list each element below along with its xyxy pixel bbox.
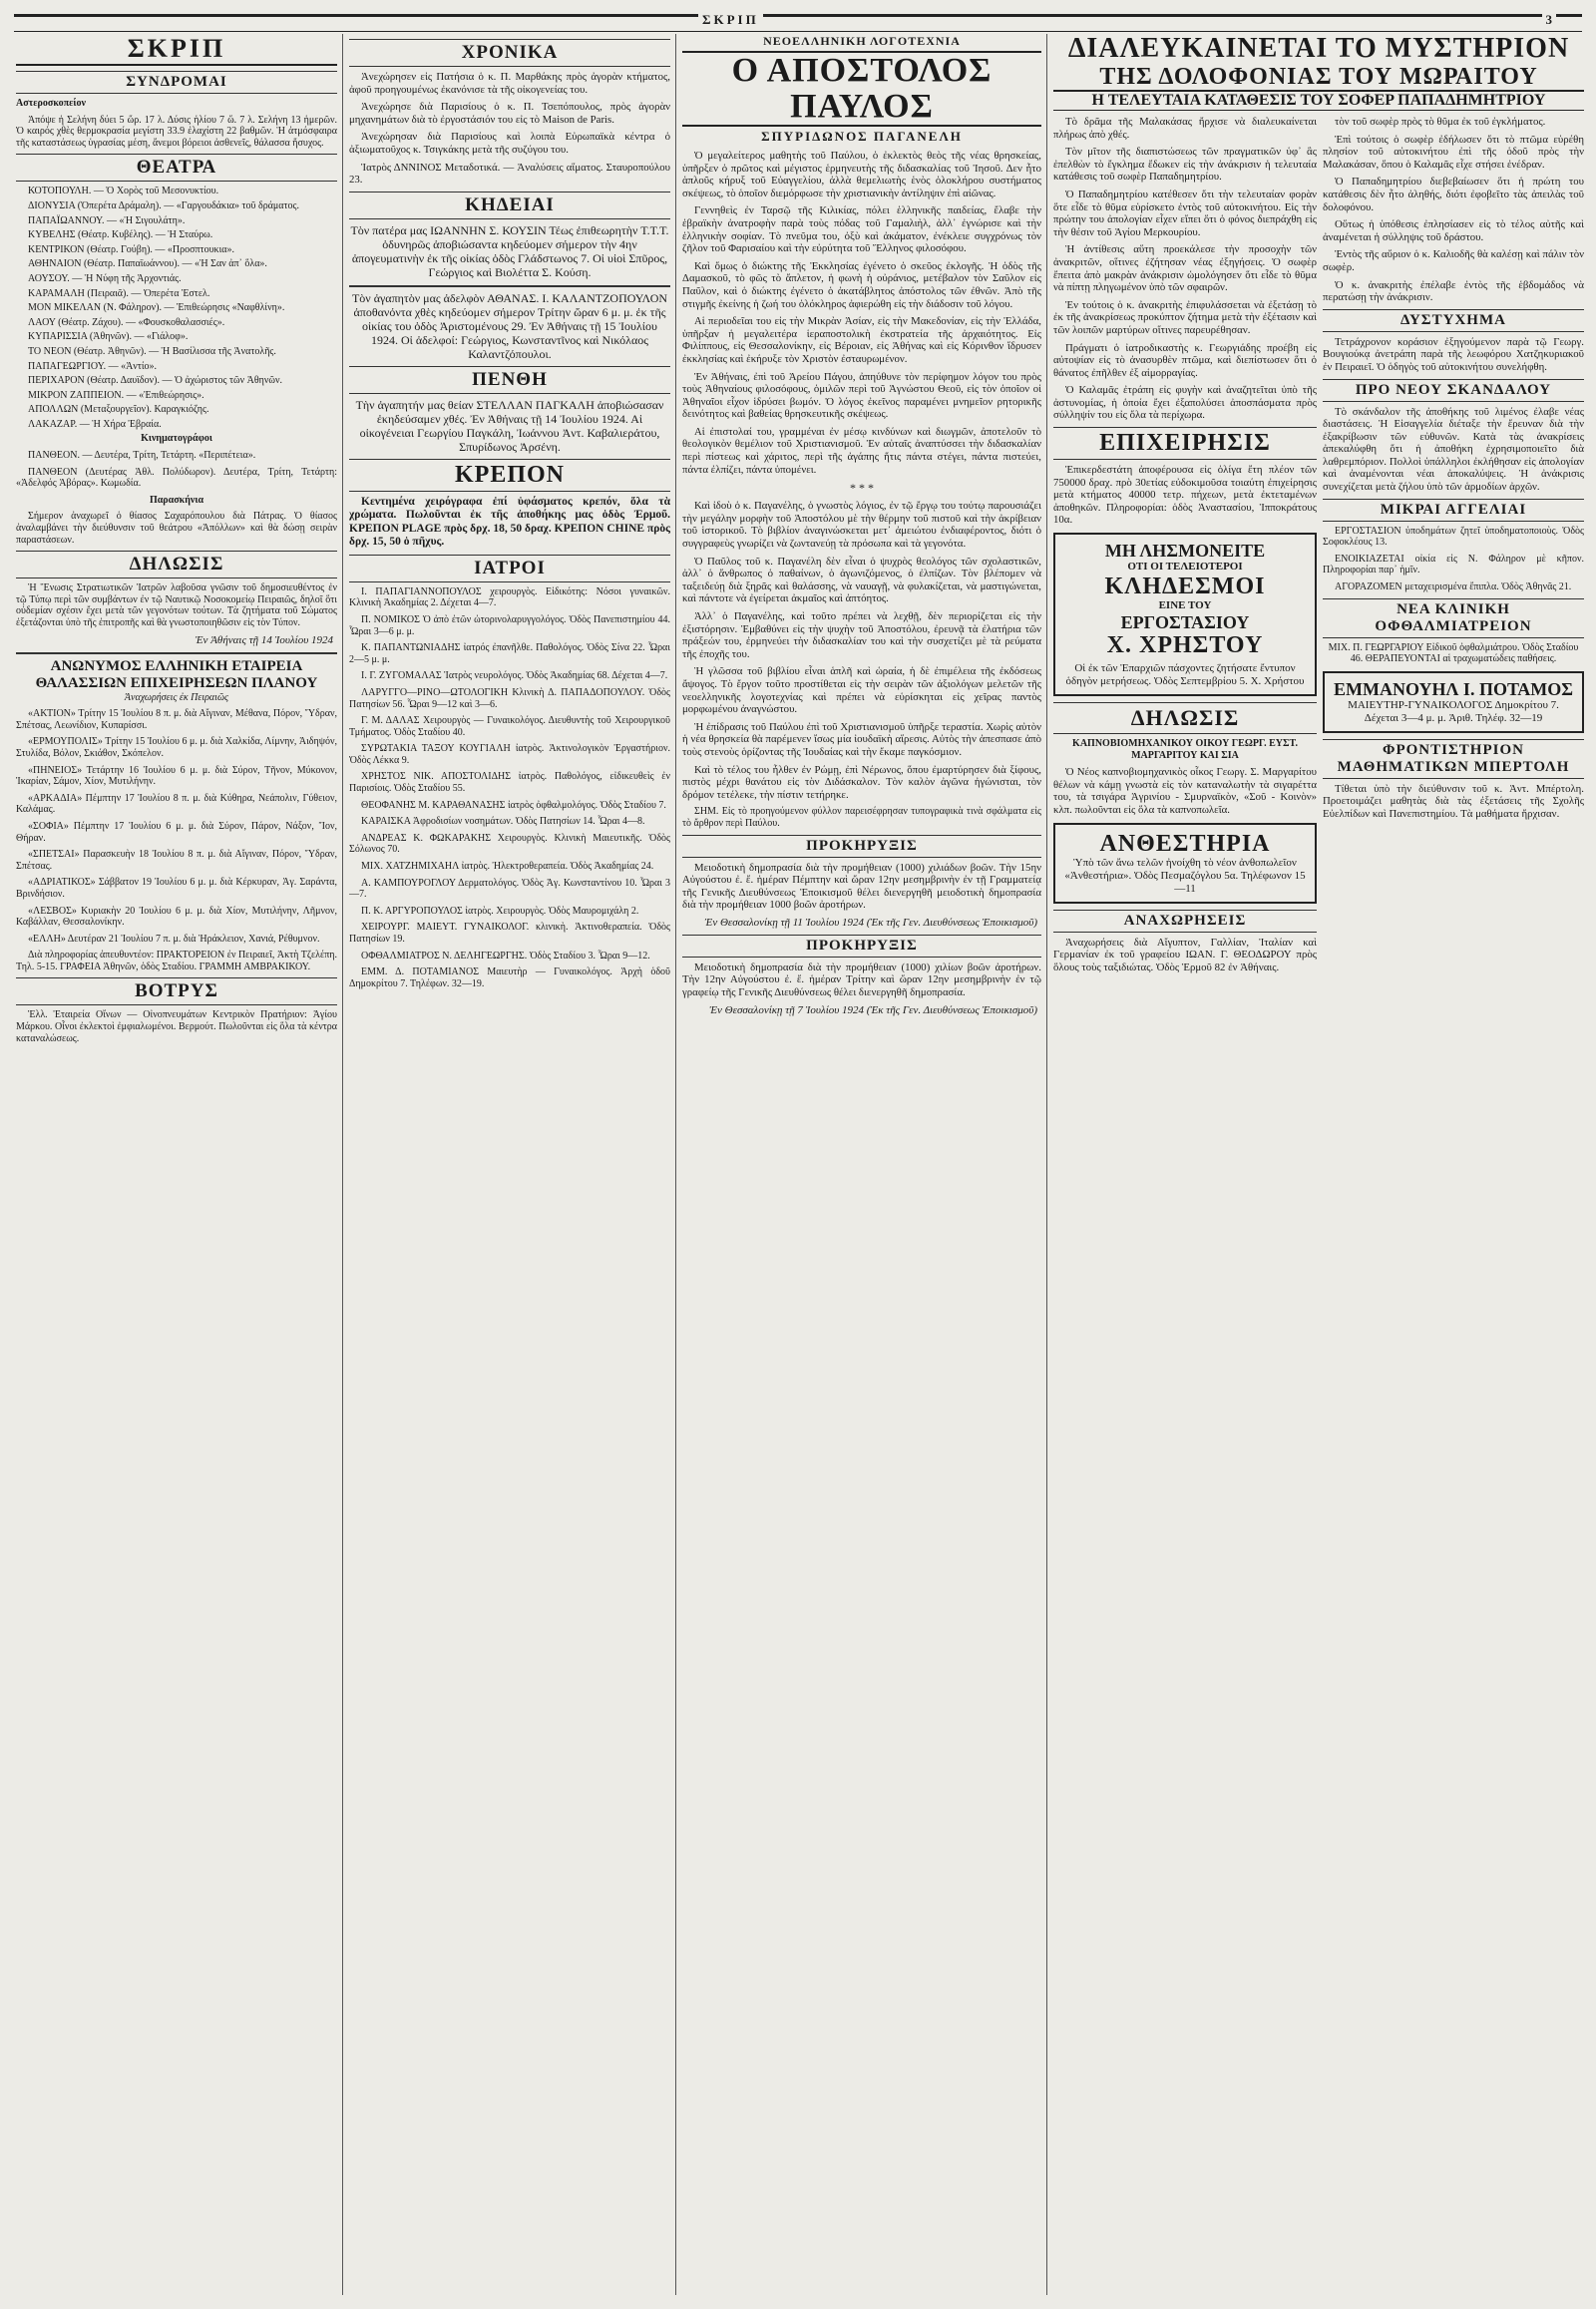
- proclamation-text: Μειοδοτικὴ δημοπρασία διὰ τὴν προμήθειαν (1000) χιλίων βοῶν ἀροτήρων. Τὴν 12ην Αὐγούστου ἐ. ἔ. ἡμέραν Τρίτην καὶ ὥραν 12ην μεσημβρινὴν ἐν τῷ γραφείῳ τῆς Γενικῆς Διευθύνσεως θέλει διενεργηθῆ δημοπρασία.: [682, 961, 1041, 999]
- eye-clinic-heading: ΝΕΑ ΚΛΙΝΙΚΗ ΟΦΘΑΛΜΙΑΤΡΕΙΟΝ: [1323, 598, 1584, 638]
- flower-shop-advertisement: [1053, 823, 1317, 904]
- list-item: Ἀνεχώρησαν διὰ Παρισίους καὶ λοιπὰ Εὐρωπαϊκὰ κέντρα ὁ ἀξιωματοῦχος κ. Τσιγκάκης μετὰ τῆς συζύγου του.: [349, 131, 670, 156]
- enterprise-text: Ἐπικερδεστάτη ἀποφέρουσα εἰς ὀλίγα ἔτη πλέον τῶν 750000 δραχ. πρὸ 30ετίας εὐδοκιμοῦσα τοιαύτη ἐπιχείρησις μετὰ κτήματος 40000 τετρ. πήχεων, μετὰ ἐκτεταμένων ἀποθηκῶν. Πληροφορίαι: ὁδὸς Ἀναστασίου, Ἱπποκράτους 10α.: [1053, 464, 1317, 527]
- list-item: ΜΙΧ. ΧΑΤΖΗΜΙΧΑΗΛ ἰατρὸς. Ἠλεκτροθεραπεία. Ὁδὸς Ἀκαδημίας 24.: [361, 861, 654, 873]
- article-paragraph: Ἐν Ἀθήναις, ἐπὶ τοῦ Ἀρείου Πάγου, ἀπηύθυνε τὸν περίφημον λόγον του πρὸς τοὺς Ἀθηναίους φιλοσόφους, ὁμιλῶν περὶ τοῦ Ἀγνώστου Θεοῦ, εἰς τὸν ὁποῖον οἱ Ἀθηναῖοι εἶχον ἱδρύσει βωμόν. Ὁ λόγος ἐκεῖνος παραμένει μνημεῖον ρητορικῆς δεινότητος καὶ βαθείας θρησκευτικῆς σκέψεως.: [682, 370, 1041, 421]
- ad-line: ΜΑΙΕΥΤΗΡ-ΓΥΝΑΙΚΟΛΟΓΟΣ Δημοκρίτου 7. Δέχεται 3—4 μ. μ. Ἀριθ. Τηλέφ. 32—19: [1348, 698, 1559, 724]
- article-paragraph: Καὶ ἰδοὺ ὁ κ. Παγανέλης, ὁ γνωστὸς λόγιος, ἐν τῷ ἔργῳ του τούτῳ παρουσιάζει τὴν μεγάλην μορφὴν τοῦ Ἀποστόλου μὲ τὴν θέρμην τοῦ πιστοῦ καὶ τὴν ἀκρίβειαν τοῦ ἱστορικοῦ. Τὸ βιβλίον ἀναγινώσκεται μετ᾽ ἀμειώτου ἐνδιαφέροντος, διότι ὁ συγγραφεὺς γνωρίζει νὰ ζωντανεύῃ τὰ πρόσωπα καὶ τὰ γεγονότα.: [682, 500, 1041, 551]
- list-item: Ι. Γ. ΖΥΓΟΜΑΛΑΣ Ἰατρὸς νευρολόγος. Ὁδὸς Ἀκαδημίας 68. Δέχεται 4—7.: [361, 670, 668, 682]
- article-paragraph: Πράγματι ὁ ἰατροδικαστὴς κ. Γεωργιάδης προέβη εἰς αὐτοψίαν εἰς τὸ ἀνασυρθὲν πτῶμα, καὶ διεπίστωσεν ὅτι ὁ θάνατος ἐπῆλθεν ἐξ αἱμορραγίας.: [1053, 341, 1317, 379]
- list-item: ΠΕΡΙΧΑΡΟΝ (Θέατρ. Δαυϊδον). — Ὁ ἀχώριστος τῶν Ἀθηνῶν.: [28, 375, 282, 387]
- list-item: ΜΙΚΡΟΝ ΖΑΠΠΕΙΟΝ. — «Ἐπιθεώρησις».: [28, 389, 204, 401]
- article-paragraph: τὸν τοῦ σωφὲρ πρὸς τὸ θῦμα ἐκ τοῦ ἐγκλήματος.: [1335, 116, 1546, 128]
- list-item: ΛΑΚΑΖΑΡ. — Ἡ Χήρα Ἑβραία.: [28, 418, 162, 430]
- declaration-signature: Ἐν Ἀθήναις τῇ 14 Ἰουλίου 1924: [195, 633, 333, 646]
- ad-line: ΕΜΜΑΝΟΥΗΛ Ι. ΠΟΤΑΜΟΣ: [1334, 678, 1573, 699]
- list-item: ΜΟΝ ΜΙΚΕΛΑΝ (Ν. Φάληρον). — Ἐπιθεώρησις «Ναφθλίνη».: [28, 302, 285, 314]
- section-divider: * * *: [850, 481, 874, 496]
- list-item: ΚΑΡΑΙΣΚΑ Ἀφροδισίων νοσημάτων. Ὁδὸς Πατησίων 14. Ὧραι 4—8.: [361, 816, 645, 828]
- declaration-text: Ἡ Ἕνωσις Στρατιωτικῶν Ἰατρῶν λαβοῦσα γνῶσιν τοῦ δημοσιευθέντος ἐν τῷ Τύπῳ περὶ τῶν συμβάντων ἐν τῷ Ναυτικῷ Νοσοκομείῳ Πειραιῶς, δηλοῖ ὅτι οὐδεμίαν σχέσιν ἔχει μετὰ τῶν γεγονότων τούτων. Τὰ ζητήματα τοῦ Σώματος ἐξετάζονται ὑπὸ τῆς ἐπιτροπῆς καὶ θὰ γνωστοποιηθῶσιν εἰς τὸν Τύπον.: [16, 582, 337, 628]
- list-item: Α. ΚΑΜΠΟΥΡΟΓΛΟΥ Δερματολόγος. Ὁδὸς Ἀγ. Κωνσταντίνου 10. Ὧραι 3—7.: [349, 877, 670, 901]
- list-item: ΚΥΒΕΛΗΣ (Θέατρ. Κυβέλης). — Ἡ Σταύρω.: [28, 229, 213, 241]
- article-paragraph: Ἀλλ᾽ ὁ Παγανέλης, καὶ τοῦτο πρέπει νὰ λεχθῇ, δὲν περιορίζεται εἰς τὴν ἐξιστόρησιν. Ἐμβαθύνει εἰς τὴν ψυχὴν τοῦ Ἀποστόλου, ἐρευνᾷ τὰ ἐλατήρια τῶν πράξεών του, ἐρμηνεύει τὴν διδασκαλίαν του καὶ τὴν συσχετίζει μὲ τὰ ρεύματα τῆς ἐποχῆς του.: [682, 610, 1041, 660]
- list-item: ΚΑΡΑΜΑΛΗ (Πειραιᾶ). — Ὀπερέτα Ἑστελ.: [28, 287, 210, 299]
- proclamation-signature: Ἐν Θεσσαλονίκῃ τῇ 11 Ἰουλίου 1924 (Ἐκ τῆς Γεν. Διευθύνσεως Ἐποικισμοῦ): [704, 916, 1037, 929]
- list-item: ΚΟΤΟΠΟΥΛΗ. — Ὁ Χορὸς τοῦ Μεσονυκτίου.: [28, 186, 219, 197]
- enterprise-heading: ΕΠΙΧΕΙΡΗΣΙΣ: [1053, 427, 1317, 460]
- backstage-text: Σήμερον ἀναχωρεῖ ὁ θίασος Σαχαρόπουλου διὰ Πάτρας. Ὁ θίασος ἀναλαμβάνει τὴν διεύθυνσιν τοῦ θεάτρου «Ἀπόλλων» καὶ θὰ δώσῃ σειρὰν παραστάσεων.: [16, 511, 337, 546]
- ad-line: Χ. ΧΡΗΣΤΟΥ: [1106, 632, 1264, 659]
- list-item: Π. Κ. ΑΡΓΥΡΟΠΟΥΛΟΣ ἰατρὸς. Χειρουργὸς. Ὁδὸς Μαυρομιχάλη 2.: [361, 905, 639, 917]
- shipping-agent-text: Διὰ πληροφορίας ἀπευθυντέον: ΠΡΑΚΤΟΡΕΙΟΝ ἐν Πειραιεῖ, Ἀκτὴ Τζελέπη. Τηλ. 5-15. ΓΡΑΦΕΙΑ Ἀθηνῶν, ὁδὸς Σταδίου. ΓΡΑΜΜΗ ΑΜΒΡΑΚΙΚΟΥ.: [16, 950, 337, 972]
- list-item: ΛΑΟΥ (Θέατρ. Ζάχου). — «Φουσκοθαλασσιές».: [28, 316, 225, 328]
- article-paragraph: Οὕτως ἡ ὑπόθεσις ἐπλησίασεν εἰς τὸ τέλος αὐτῆς καὶ ἀναμένεται ἡ σύλληψις τοῦ δράστου.: [1323, 218, 1584, 243]
- section-rule: [349, 285, 670, 287]
- article-paragraph: Ὁ Καλαμᾶς ἐτράπη εἰς φυγὴν καὶ ἀναζητεῖται ὑπὸ τῆς ἀστυνομίας, ἡ ὁποία ἔχει ἐξαπολύσει ἀποσπάσματα πρὸς σύλληψίν του εἰς ὅλα τὰ περίχωρα.: [1053, 384, 1317, 422]
- list-item: ΟΦΘΑΛΜΙΑΤΡΟΣ Ν. ΔΕΛΗΓΕΩΡΓΗΣ. Ὁδὸς Σταδίου 3. Ὧραι 9—12.: [361, 950, 650, 962]
- page-number: 3: [1542, 12, 1557, 28]
- list-item: «ΑΚΤΙΟΝ» Τρίτην 15 Ἰουλίου 8 π. μ. διὰ Αἴγιναν, Μέθανα, Πόρον, Ὕδραν, Σπέτσας, Λεωνίδιον, Κυπαρίσσι.: [16, 708, 337, 731]
- backstage-heading: Παρασκήνια: [149, 494, 204, 506]
- list-item: Γ. Μ. ΔΑΛΑΣ Χειρουργὸς — Γυναικολόγος. Διευθυντὴς τοῦ Χειρουργικοῦ Τμήματος. Ὁδὸς Σταδίου 40.: [349, 715, 670, 738]
- list-item: Ι. ΠΑΠΑΓΙΑΝΝΟΠΟΥΛΟΣ χειρουργὸς. Εἰδικότης: Νόσοι γυναικῶν. Κλινικὴ Ἀκαδημίας 2. Δέχεται 4—7.: [349, 585, 670, 609]
- column-2: [349, 34, 670, 2295]
- article-paragraph: Ἡ ἀντίθεσις αὕτη προεκάλεσε τὴν προσοχὴν τῶν ἀνακριτῶν, οἵτινες ἐζήτησαν νέας ἐξηγήσεις. Ὁ σωφὲρ ἔπειτα ἀπὸ μακρὰν ἀνάκρισιν ὡμολόγησεν ὅτι εἶδε τὸ θῦμα νὰ πίπτῃ πληγωμένον ὑπὸ τῶν σφαιρῶν.: [1053, 243, 1317, 294]
- ad-line: ΕΡΓΟΣΤΑΣΙΟΥ: [1120, 612, 1250, 633]
- list-item: «ΠΗΝΕΙΟΣ» Τετάρτην 16 Ἰουλίου 6 μ. μ. διὰ Σύρον, Τῆνον, Μύκονον, Ἰκαρίαν, Σάμον, Χίον, Μυτιλήνην.: [16, 764, 337, 788]
- list-item: ΛΑΡΥΓΓΟ—ΡΙΝΟ—ΩΤΟΛΟΓΙΚΗ Κλινικὴ Δ. ΠΑΠΑΔΟΠΟΥΛΟΥ. Ὁδὸς Πατησίων 56. Ὧραι 9—12 καὶ 3—6.: [349, 686, 670, 710]
- obstetrician-advertisement: [1323, 671, 1584, 733]
- ad-line: ΑΝΘΕΣΤΗΡΙΑ: [1099, 830, 1271, 857]
- eye-clinic-text: ΜΙΧ. Π. ΓΕΩΡΓΑΡΙΟΥ Εἰδικοῦ ὀφθαλμιάτρου. Ὁδὸς Σταδίου 46. ΘΕΡΑΠΕΥΟΝΤΑΙ αἱ τραχωματώδεις παθήσεις.: [1328, 641, 1579, 665]
- theatres-list: [16, 186, 337, 430]
- weather-text: Ἀπόψε ἡ Σελήνη δύει 5 ὥρ. 17 λ. Δύσις ἡλίου 7 ὥ. 7 λ. Σελήνη 13 ἡμερῶν. Ὁ καιρός χθὲς θερμοκρασία μεγίστη 33.9 ἐλαχίστη 22 βαθμῶν. Ἡ ἀτμόσφαιρα τῆς καταστάσεως ὑγρασίας μέση, ἄνεμοι βόρειοι ἀσθενεῖς, θάλασσα ἥσυχος.: [16, 114, 337, 149]
- proclamation-heading: ΠΡΟΚΗΡΥΞΙΣ: [682, 935, 1041, 958]
- list-item: ΑΠΟΛΛΩΝ (Μεταξουργεῖον). Καραγκιόζης.: [28, 404, 209, 416]
- krepon-heading: ΚΡΕΠΟΝ: [349, 459, 670, 492]
- list-item: «ΕΡΜΟΥΠΟΛΙΣ» Τρίτην 15 Ἰουλίου 6 μ. μ. διὰ Χαλκίδα, Λίμνην, Ἀιδηψόν, Στυλίδα, Βόλον, Σκιάθον, Σκόπελον.: [16, 736, 337, 759]
- list-item: ΣΥΡΩΤΑΚΙΑ ΤΑΞΟΥ ΚΟΥΓΙΑΛΗ ἰατρὸς. Ἀκτινολογικὸν Ἐργαστήριον. Ὁδὸς Λέκκα 9.: [349, 743, 670, 766]
- proclamation-signature: Ἐν Θεσσαλονίκῃ τῇ 7 Ἰουλίου 1924 (Ἐκ τῆς Γεν. Διευθύνσεως Ἐποικισμοῦ): [709, 1003, 1037, 1016]
- article-paragraph: Ὁ κ. ἀνακριτὴς ἐπέλαβε ἐντὸς τῆς ἑβδομάδος νὰ περατώσῃ τὴν ἀνάκρισιν.: [1323, 278, 1584, 304]
- list-item: ΠΑΝΘΕΟΝ (Δευτέρας Ἀθλ. Πολύδωρον). Δευτέρα, Τρίτη, Τετάρτη: «Ἀδελφός Ἀβόρας». Κωμωδία.: [16, 466, 337, 490]
- article-paragraph: Τὸ δρᾶμα τῆς Μαλακάσας ἤρχισε νὰ διαλευκαίνεται πλήρως ἀπὸ χθές.: [1053, 116, 1317, 141]
- list-item: «ΛΕΣΒΟΣ» Κυριακὴν 20 Ἰουλίου 6 μ. μ. διὰ Χίον, Μυτιλήνην, Λῆμνον, Καβάλλαν, Θεσσαλονίκην.: [16, 905, 337, 929]
- article-paragraph: Ἡ γλῶσσα τοῦ βιβλίου εἶναι ἁπλῆ καὶ ὡραία, ἡ δὲ ἐπιμέλεια τῆς ἐκδόσεως ἄψογος. Τὸ ἔργον τοῦτο προστίθεται εἰς τὴν σειρὰν τῶν ἀξιολόγων μελετῶν τῆς νεοελληνικῆς λογοτεχνίας καὶ πρέπει νὰ εὑρίσκηται εἰς χεῖρας παντὸς μορφωμένου ἀναγνώστου.: [682, 665, 1041, 716]
- column-5: [1323, 116, 1584, 978]
- article-paragraph: Ἐντὸς τῆς αὔριον ὁ κ. Καλιοδῆς θὰ καλέσῃ καὶ πάλιν τὸν σωφὲρ.: [1323, 248, 1584, 273]
- editor-note: ΣΗΜ. Εἰς τὸ προηγούμενον φύλλον παρεισέφρησαν τυπογραφικὰ τινὰ σφάλματα εἰς τὸ ἄρθρον περὶ Παύλου.: [682, 806, 1041, 829]
- column-3: [682, 34, 1041, 2295]
- scandal-heading: ΠΡΟ ΝΕΟΥ ΣΚΑΝΔΑΛΟΥ: [1323, 379, 1584, 402]
- list-item: ΕΡΓΟΣΤΑΣΙΟΝ ὑποδημάτων ζητεῖ ὑποδηματοποιοὺς. Ὁδὸς Σοφοκλέους 13.: [1323, 525, 1584, 549]
- article-paragraph: Ὁ μεγαλείτερος μαθητὴς τοῦ Παύλου, ὁ ἐκλεκτὸς θεὸς τῆς νέας θρησκείας, ὑπῆρξεν ὁ πρῶτος καὶ μέγιστος ἑρμηνευτὴς τῆς διδασκαλίας τοῦ Ἰησοῦ. Δεν ἦτο ἁπλοῦς κήρυξ τοῦ Εὐαγγελίου, ἀλλὰ θεμελιωτὴς ἑνὸς ὁλοκλήρου συστήματος σκέψεως, τὸ ὁποῖον διεμόρφωσε τὴν χριστιανικὴν ἀντίληψιν ἐπὶ αἰῶνας.: [682, 150, 1041, 199]
- list-item: ΕΝΟΙΚΙΑΖΕΤΑΙ οἰκία εἰς Ν. Φάληρον μὲ κῆπον. Πληροφορίαι παρ᾽ ἡμῖν.: [1323, 553, 1584, 577]
- list-item: «ΣΠΕΤΣΑΙ» Παρασκευὴν 18 Ἰουλίου 8 π. μ. διὰ Αἴγιναν, Πόρον, Ὕδραν, Σπέτσας.: [16, 849, 337, 872]
- proclamation-text: Μειοδοτικὴ δημοπρασία διὰ τὴν προμήθειαν (1000) χιλιάδων βοῶν. Τὴν 15ην Αὐγούστου ἐ. ἔ. ἡμέραν Πέμπτην καὶ ὥραν 12ην μεσημβρινὴν ἐν τῇ Γραμματείᾳ τῆς Γενικῆς Διευθύνσεως Ἐποικισμοῦ θέλει διενεργηθῆ μειοδοτικὴ δημοπρασία διὰ τὴν προμήθειαν 1000 βοῶν ἀροτήρων.: [682, 861, 1041, 912]
- tutoring-heading: ΦΡΟΝΤΙΣΤΗΡΙΟΝ ΜΑΘΗΜΑΤΙΚΩΝ ΜΠΕΡΤΟΛΗ: [1323, 739, 1584, 779]
- cinema-heading: Κινηματογράφοι: [141, 433, 212, 445]
- column-1: [16, 34, 337, 2295]
- krepon-text: Κεντημένα χειρόγραφα ἐπί ὑφάσματος κρεπόν, ὅλα τὰ χρώματα. Πωλοῦνται ἐκ τῆς ἀποθήκης μας ὁδὸς Ἐρμοῦ. ΚΡΕΠΟΝ PLAGE πρὸς δρχ. 18, 50 δραχ. ΚΡΕΠΟΝ CHINE πρὸς δρχ. 15, 50 ὁ πῆχυς.: [349, 495, 670, 549]
- classifieds-heading: ΜΙΚΡΑΙ ΑΓΓΕΛΙΑΙ: [1323, 499, 1584, 522]
- list-item: ΧΕΙΡΟΥΡΓ. ΜΑΙΕΥΤ. ΓΥΝΑΙΚΟΛΟΓ. κλινικὴ. Ἀκτινοθεραπεία. Ὁδὸς Πατησίων 19.: [349, 922, 670, 945]
- article-paragraph: Ἐν τούτοις ὁ κ. ἀνακριτὴς ἐπιφυλάσσεται νὰ ἐξετάσῃ τὸ ἐκ τῆς ἀνακρίσεως προκύπτον ζήτημα μετὰ τὴν ἐξέτασιν καὶ τῶν λοιπῶν μαρτύρων οἵτινες παρευρέθησαν.: [1053, 298, 1317, 336]
- list-item: ΤΟ ΝΕΟΝ (Θέατρ. Ἀθηνῶν). — Ἡ Βασίλισσα τῆς Ἀνατολῆς.: [28, 345, 276, 357]
- list-item: ΠΑΠΑΓΕΩΡΓΙΟΥ. — «Ἀντίο».: [28, 360, 158, 372]
- list-item: ΑΓΟΡΑΖΟΜΕΝ μεταχειρισμένα ἔπιπλα. Ὁδὸς Ἀθηνᾶς 21.: [1335, 581, 1572, 593]
- tobacco-declaration-heading: ΔΗΛΩΣΙΣ: [1053, 702, 1317, 734]
- article-paragraph: Ὁ Παπαδημητρίου κατέθεσεν ὅτι τὴν τελευταίαν φορὰν ὅτε εἶδε τὸ θῦμα εὑρίσκετο ἐντὸς τοῦ αὐτοκινήτου. Εἰς τὴν πρώτην του ἀπολογίαν εἶχεν εἴπει ὅτι ὁ φόνος διεπράχθη εἰς τὴν θέσιν τοῦ Ἁγίου Μερκουρίου.: [1053, 188, 1317, 238]
- article-paragraph: Ὁ Παπαδημητρίου διεβεβαίωσεν ὅτι ἡ πρώτη του κατάθεσις δὲν ἦτο ἀληθής, διότι ἐφοβεῖτο τὰς ἀπειλὰς τοῦ δολοφόνου.: [1323, 176, 1584, 213]
- masthead-rule: [14, 14, 1582, 32]
- funeral-notice-1: Τὸν πατέρα μας ΙΩΑΝΝΗΝ Σ. ΚΟΥΣΙΝ Τέως ἐπιθεωρητὴν Τ.Τ.Τ. ὁδυνηρῶς ἀποβιώσαντα κηδεύομεν σήμερον τὴν 4ην ἀπογευματινὴν ἐκ τῆς οἰκίας ὁδὸς Γλάδστωνος 7. Οἱ υἱοὶ Σπῦρος, Γεώργιος καὶ Βιολέττα Σ. Κούση.: [350, 222, 669, 279]
- mourning-heading: ΠΕΝΘΗ: [349, 366, 670, 394]
- accident-heading: ΔΥΣΤΥΧΗΜΑ: [1323, 309, 1584, 332]
- headline-banner: ΤΗΣ ΔΟΛΟΦΟΝΙΑΣ ΤΟΥ ΜΩΡΑΙΤΟΥ: [1053, 64, 1584, 92]
- list-item: ΠΑΠΑΪΩΑΝΝΟΥ. — «Ἡ Σιγουλάτη».: [28, 214, 186, 226]
- article-paragraph: Ἡ ἐπίδρασις τοῦ Παύλου ἐπὶ τοῦ Χριστιανισμοῦ ὑπῆρξε τεραστία. Χωρὶς αὐτὸν ἡ νέα θρησκεία θὰ παρέμενεν ἴσως μία ἰουδαϊκὴ αἵρεσις. Αὐτὸς τὴν ἀπεσπασε ἀπὸ τοὺς στενοὺς ὁρίζοντας τῆς Ἰουδαίας καὶ τὴν ἔκαμε παγκόσμιον.: [682, 720, 1041, 758]
- funerals-heading: ΚΗΔΕΙΑΙ: [349, 192, 670, 219]
- article-paragraph: Αἱ περιοδεῖαι του εἰς τὴν Μικρὰν Ἀσίαν, εἰς τὴν Μακεδονίαν, εἰς τὴν Ἑλλάδα, ὑπῆρξαν ἡ μεγαλειτέρα ἱεραποστολικὴ ἐκστρατεία τῆς ἀρχαιότητος. Εἰς Φιλίππους, εἰς Θεσσαλονίκην, εἰς Βέροιαν, εἰς Ἀθήνας καὶ εἰς Κόρινθον ἵδρυσεν ἐκκλησίας καὶ ἐκήρυξε τὸν Χριστὸν ἐσταυρωμένον.: [682, 315, 1041, 365]
- list-item: «ΣΟΦΙΑ» Πέμπτην 17 Ἰουλίου 6 μ. μ. διὰ Σύρον, Πάρον, Νάξον, Ἴον, Θήραν.: [16, 820, 337, 844]
- article-paragraph: Αἱ ἐπιστολαί του, γραμμέναι ἐν μέσῳ κινδύνων καὶ διωγμῶν, ἀποτελοῦν τὸ θεολογικὸν θεμέλιον τοῦ Χριστιανισμοῦ. Ἐν αὐταῖς ἀναπτύσσει τὴν διδασκαλίαν περὶ πίστεως καὶ χάριτος, περὶ τῆς ἀγάπης ἥτις πάντα στέγει, πάντα πιστεύει, πάντα ἐλπίζει, πάντα ὑπομένει.: [682, 425, 1041, 476]
- tobacco-subheading: ΚΑΠΝΟΒΙΟΜΗΧΑΝΙΚΟΥ ΟΙΚΟΥ ΓΕΩΡΓ. ΕΥΣΤ. ΜΑΡΓΑΡΙΤΟΥ ΚΑΙ ΣΙΑ: [1072, 738, 1298, 761]
- subscriptions-heading: ΣΥΝΔΡΟΜΑΙ: [16, 71, 337, 94]
- article-paragraph: Ὁ Παῦλος τοῦ κ. Παγανέλη δὲν εἶναι ὁ ψυχρὸς θεολόγος τῶν σχολαστικῶν, ἀλλ᾽ ὁ ἄνθρωπος ὁ παθαίνων, ὁ ἀγωνιζόμενος, ὁ ἐλπίζων. Τὸν βλέπομεν νὰ ταξειδεύῃ διὰ ξηρᾶς καὶ θαλάσσης, νὰ ναυαγῇ, νὰ φυλακίζεται, νὰ μαστιγώνεται, καὶ πάντοτε νὰ ἐγείρεται ἀκμαῖος καὶ ἀπτόητος.: [682, 555, 1041, 605]
- two-column-body: [1053, 116, 1584, 978]
- headline-banner: ΔΙΑΛΕΥΚΑΙΝΕΤΑΙ ΤΟ ΜΥΣΤΗΡΙΟΝ: [1067, 34, 1570, 64]
- scandal-text: Τὸ σκάνδαλον τῆς ἀποθήκης τοῦ λιμένος ἐλαβε νέας διαστάσεις. Ἡ Εἰσαγγελία διέταξε τὴν ἔρευναν διὰ τὴν ἐξακρίβωσιν τῶν εὐθυνῶν. Κατὰ τὰς ἀνακρίσεις ἀπεκαλύφθη ὅτι ἡ ἀποθήκη ἐχρησιμοποιεῖτο διὰ λαθρεμπόριον. Πολλοὶ ὑπάλληλοι ἐκλήθησαν εἰς ἀπολογίαν καὶ ἀναμένονται νέαι ἀποκαλύψεις. Ἡ ἀνάκρισις συνεχίζεται μετὰ ζήλου ὑπὸ τῶν ἁρμοδίων ἀρχῶν.: [1323, 405, 1584, 494]
- proclamation-heading: ΠΡΟΚΗΡΥΞΙΣ: [682, 835, 1041, 858]
- shipping-company-heading: ΑΝΩΝΥΜΟΣ ΕΛΛΗΝΙΚΗ ΕΤΑΙΡΕΙΑ ΘΑΛΑΣΣΙΩΝ ΕΠΙΧΕΙΡΗΣΕΩΝ ΠΛΑΝΟΥ: [35, 657, 318, 691]
- list-item: ΚΕΝΤΡΙΚΟΝ (Θέατρ. Γούβη). — «Προσπτουκια».: [28, 243, 234, 255]
- bandage-advertisement: [1053, 533, 1317, 696]
- article-paragraph: Καὶ τὸ τέλος του ἦλθεν ἐν Ρώμῃ, ἐπὶ Νέρωνος, ὅπου ἐμαρτύρησεν διὰ ξίφους, πιστὸς μέχρι θανάτου εἰς τὸν Διδάσκαλον. Τὸν καλὸν ἀγῶνα ἠγώνισται, τὸν δρόμον τετέλεκε, τὴν πίστιν τετήρηκε.: [682, 763, 1041, 801]
- section-rule: [16, 652, 337, 654]
- tobacco-text: Ὁ Νέος καπνοβιομηχανικὸς οἶκος Γεωργ. Σ. Μαργαρίτου θέλων νὰ κάμῃ γνωστὰ εἰς τὸν καταναλωτὴν τὰ σιγαρέττα του, τὰ τσιγάρα Ἀγρινίου - Σμυρναϊκὸν, «Σοῦ - Κοινὸν» κλπ. πωλοῦνται εἰς ὅλα τὰ καπνοπωλεῖα.: [1053, 766, 1317, 816]
- column-rule: [1046, 34, 1047, 2295]
- doctors-heading: ΙΑΤΡΟΙ: [349, 555, 670, 582]
- list-item: ΑΘΗΝΑΙΟΝ (Θέατρ. Παπαϊωάννου). — «Ἡ Σαν ἀπ᾽ ὅλα».: [28, 258, 267, 270]
- botrys-text: Ἑλλ. Ἑταιρεία Οἴνων — Οἰνοπνευμάτων Κεντρικὸν Πρατήριον: Ἀγίου Μάρκου. Οἶνοι ἐκλεκτοὶ ἐμφιαλωμένοι. Βερμούτ. Πωλοῦνται εἰς ὅλα τὰ κέντρα καταναλώσεως.: [16, 1009, 337, 1044]
- list-item: «ΑΔΡΙΑΤΙΚΟΣ» Σάββατον 19 Ἰουλίου 6 μ. μ. διὰ Κέρκυραν, Ἀγ. Σαράντα, Βρινδήσιον.: [16, 877, 337, 900]
- list-item: ΑΝΔΡΕΑΣ Κ. ΦΩΚΑΡΑΚΗΣ Χειρουργὸς. Κλινικὴ Μαιευτικῆς. Ὁδὸς Σόλωνος 70.: [349, 832, 670, 856]
- article-paragraph: Γεννηθεὶς ἐν Ταρσῷ τῆς Κιλικίας, πόλει ἑλληνικῆς παιδείας, ἔλαβε τὴν ἑβραϊκὴν ἀνατροφὴν παρὰ τοὺς πόδας τοῦ Γαμαλιὴλ, ἀλλ᾽ ἐγνώρισε καὶ τὴν ἑλληνικὴν σοφίαν. Τὸ πνεῦμα του, ὀξὺ καὶ ἀκάματον, ἐνέκλειε συγχρόνως τὸν ζῆλον τοῦ Φαρισαίου καὶ τὴν εὐρύτητα τοῦ Ἕλληνος φιλοσόφου.: [682, 204, 1041, 255]
- funeral-notice-2: Τὸν ἀγαπητὸν μας ἀδελφὸν ΑΘΑΝΑΣ. Ι. ΚΑΛΑΝΤΖΟΠΟΥΛΟΝ ἀποθανόντα χθὲς κηδεύομεν σήμερον Τρίτην ὥραν 6 μ. μ. ἐκ τῆς οἰκίας του ὁδὸς Ἀριστομένους 29. Ἐν Ἀθήναις τῇ 15 Ἰουλίου 1924. Οἱ ἀδελφοί: Γεώργιος, Κωνσταντῖνος καὶ Νικόλαος Καλαντζόπουλοι.: [351, 290, 668, 361]
- masthead-logo: ΣΚΡΙΠ: [16, 34, 337, 66]
- shipping-subheading: Ἀναχωρήσεις ἐκ Πειραιῶς: [124, 691, 229, 703]
- list-item: Κ. ΠΑΠΑΝΤΩΝΙΑΔΗΣ ἰατρός ἐπανῆλθε. Παθολόγος. Ὁδὸς Σίνα 22. Ὧραι 2—5 μ. μ.: [349, 642, 670, 665]
- list-item: ΚΥΠΑΡΙΣΣΙΑ (Ἀθηνῶν). — «Γιάλοφ».: [28, 331, 189, 343]
- list-item: Π. ΝΟΜΙΚΟΣ Ὁ ἀπὸ ἐτῶν ὠτορινολαρυγγολόγος. Ὁδὸς Πανεπιστημίου 44. Ὧραι 3—6 μ. μ.: [349, 613, 670, 637]
- tutoring-text: Τίθεται ὑπὸ τὴν διεύθυνσιν τοῦ κ. Ἀντ. Μπέρτολη. Προετοιμάζει μαθητὰς διὰ τὰς ἐξετάσεις τῆς Σχολῆς Εὐελπίδων καὶ Πανεπιστημίου. Τὰ μαθήματα ἤρχισαν.: [1323, 782, 1584, 820]
- mourning-notice: Τὴν ἀγαπητήν μας θείαν ΣΤΕΛΛΑΝ ΠΑΓΚΑΛΗ ἀποβιώσασαν ἐκηδεύσαμεν χθές. Ἐν Ἀθήναις τῇ 14 Ἰουλίου 1924. Αἱ οἰκογένειαι Γεωργίου Παγκάλη, Ἰωάννου Ἀντ. Καβαλιεράτου, Σπυρίδωνος Ἀρσένη.: [355, 397, 664, 454]
- departures-heading: ΑΝΑΧΩΡΗΣΕΙΣ: [1053, 910, 1317, 933]
- ad-line: Ὑπὸ τῶν ἄνω τελῶν ἠνοίχθη τὸ νέον ἀνθοπωλεῖον «Ἀνθεστήρια». Ὁδὸς Πεσμαζόγλου 5α. Τηλέφωνον 15—11: [1064, 856, 1306, 895]
- ad-line: Οἱ ἐκ τῶν Ἐπαρχιῶν πάσχοντες ζητήσατε ἔντυπον ὁδηγὸν μετρήσεως. Ὁδὸς Σεπτεμβρίου 5. Χ. Χρήστου: [1065, 662, 1305, 688]
- list-item: Ἀνεχώρησε διὰ Παρισίους ὁ κ. Π. Τσεπόπουλος, πρὸς ἀγορὰν μηχανημάτων διὰ τὸ ἐργοστάσιόν του εἰς τὸ Maison de Paris.: [349, 101, 670, 126]
- ad-line: ΕΙΝΕ ΤΟΥ: [1158, 599, 1212, 612]
- list-item: ΠΑΝΘΕΟΝ. — Δευτέρα, Τρίτη, Τετάρτη. «Περιπέτεια».: [28, 450, 256, 462]
- departures-text: Ἀναχωρήσεις διὰ Αἴγυπτον, Γαλλίαν, Ἰταλίαν καὶ Γερμανίαν ἐκ τοῦ γραφείου ΙΩΑΝ. Γ. ΘΕΟΔΩΡΟΥ πρὸς ὅλους τοὺς ταξιδιώτας. Ὁδὸς Ἑρμοῦ 82 ἐν Ἀθήναις.: [1053, 936, 1317, 973]
- accident-text: Τετράχρονον κοράσιον ἐξηγούμενον παρὰ τῷ Γεωργ. Βουγιούκᾳ ἀνετράπη παρὰ τῆς λεωφόρου Χατζηκυριακοῦ ἐν Πειραιεῖ. Ὁ ὁδηγὸς τοῦ αὐτοκινήτου συνελήφθη.: [1323, 335, 1584, 373]
- list-item: ΘΕΟΦΑΝΗΣ Μ. ΚΑΡΑΘΑΝΑΣΗΣ ἰατρὸς ὀφθαλμολόγος. Ὁδὸς Σταδίου 7.: [361, 799, 666, 811]
- column-rule: [675, 34, 676, 2295]
- botrys-heading: ΒΟΤΡΥΣ: [16, 977, 337, 1005]
- column-4: [1053, 116, 1317, 978]
- ad-line: ΜΗ ΛΗΣΜΟΝΕΙΤΕ: [1104, 541, 1266, 562]
- chronicle-heading: ΧΡΟΝΙΚΑ: [349, 39, 670, 67]
- list-item: «ΑΡΚΑΔΙΑ» Πέμπτην 17 Ἰουλίου 8 π. μ. διὰ Κύθηρα, Νεάπολιν, Γύθειον, Καλάμας.: [16, 792, 337, 816]
- list-item: ΕΜΜ. Δ. ΠΟΤΑΜΙΑΝΟΣ Μαιευτὴρ — Γυναικολόγος. Ἀρχὴ ὁδοῦ Δημοκρίτου 7. Τηλέφων. 32—19.: [349, 966, 670, 989]
- list-item: Ἀνεχώρησεν εἰς Πατήσια ὁ κ. Π. Μαρθάκης πρὸς ἀγορὰν κτήματος, ἀφοῦ προηγουμένως ἐκανόνισε τὰ τῆς οἰκογενείας του.: [349, 71, 670, 96]
- declaration-heading: ΔΗΛΩΣΙΣ: [16, 551, 337, 578]
- ad-line: ΟΤΙ ΟΙ ΤΕΛΕΙΟΤΕΡΟΙ: [1127, 561, 1243, 574]
- article-title: Ο ΑΠΟΣΤΟΛΟΣ ΠΑΥΛΟΣ: [682, 51, 1041, 127]
- section-kicker: ΝΕΟΕΛΛΗΝΙΚΗ ΛΟΓΟΤΕΧΝΙΑ: [763, 34, 961, 48]
- list-item: ΑΟΥΣΟΥ. — Ἡ Νύφη τῆς Ἀρχοντιάς.: [28, 272, 182, 284]
- list-item: «ΕΛΛΗ» Δευτέραν 21 Ἰουλίου 7 π. μ. διὰ Ἡράκλειον, Χανιά, Ρέθυμνον.: [28, 933, 320, 945]
- theatres-heading: ΘΕΑΤΡΑ: [16, 154, 337, 182]
- article-paragraph: Τὸν μῖτον τῆς διαπιστώσεως τῶν πραγματικῶν ὑφ᾽ ἃς ἐπελθὼν τὸ ἔγκλημα ἔδωκεν εἰς τὴν ἀνάκρισιν ἡ τελευταία κατάθεσις τοῦ σωφὲρ Παπαδημητρίου.: [1053, 146, 1317, 184]
- headline-subbanner: Η ΤΕΛΕΥΤΑΙΑ ΚΑΤΑΘΕΣΙΣ ΤΟΥ ΣΟΦΕΡ ΠΑΠΑΔΗΜΗΤΡΙΟΥ: [1053, 92, 1584, 111]
- list-item: Ἰατρὸς ΔΝΝΙΝΟΣ Μεταδοτικά. — Ἀναλύσεις αἵματος. Σταυροπούλου 23.: [349, 161, 670, 187]
- article-paragraph: Καὶ ὅμως ὁ διώκτης τῆς Ἐκκλησίας ἐγένετο ὁ σκεῦος ἐκλογῆς. Ἡ ὁδὸς τῆς Δαμασκοῦ, τὸ φῶς τὸ ἄπλετον, ἡ φωνὴ ἡ οὐράνιος, μετέβαλον τὸν Σαῦλον εἰς Παῦλον, καὶ ὁ διώκτης ἐγένετο ὁ ἀκατάβλητος ἀπόστολος τῶν ἐθνῶν. Ἀπὸ τῆς στιγμῆς ἐκείνης ἡ ζωή του ὁλόκληρος ἀφιερώθη εἰς τὴν διάδοσιν τοῦ λόγου.: [682, 259, 1041, 310]
- list-item: ΔΙΟΝΥΣΙΑ (Ὀπερέτα Δράμαλη). — «Γαργουδάκια» τοῦ δράματος.: [28, 199, 300, 211]
- weather-heading: Αστεροσκοπείον: [16, 98, 86, 109]
- ad-line: ΚΛΗΔΕΣΜΟΙ: [1104, 574, 1266, 600]
- article-byline: ΣΠΥΡΙΔΩΝΟΣ ΠΑΓΑΝΕΛΗ: [761, 129, 963, 144]
- column-rule: [342, 34, 343, 2295]
- columns-4-5: [1053, 34, 1584, 2295]
- article-paragraph: Ἐπὶ τούτοις ὁ σωφὲρ ἐδήλωσεν ὅτι τὸ πτῶμα εὑρέθη πλησίον τοῦ αὐτοκινήτου ἐπὶ τῆς ὁδοῦ πρὸς τὴν Μαλακάσαν, ὅπου ὁ Καλαμᾶς εἶχε στήσει ἐνέδραν.: [1323, 133, 1584, 171]
- running-head-title: ΣΚΡΙΠ: [698, 12, 763, 28]
- list-item: ΧΡΗΣΤΟΣ ΝΙΚ. ΑΠΟΣΤΟΛΙΔΗΣ ἰατρὸς. Παθολόγος, εἰδικευθεὶς ἐν Παρισίοις. Ὁδὸς Σταδίου 55.: [349, 771, 670, 795]
